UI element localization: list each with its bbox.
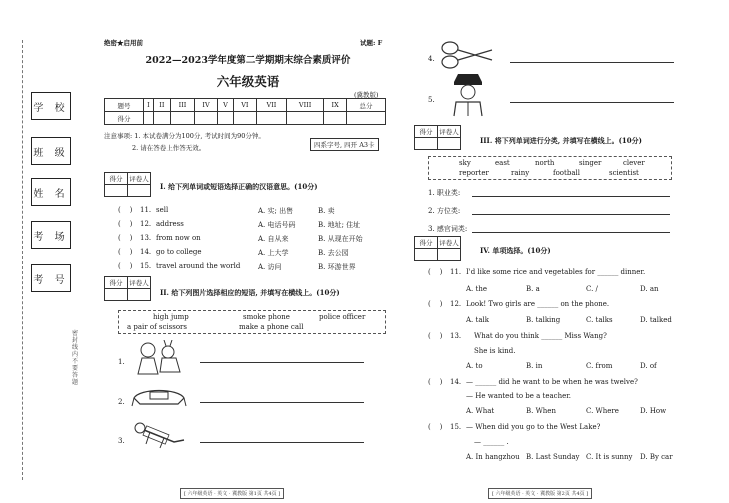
word-option: singer: [579, 159, 602, 167]
score-cell[interactable]: [218, 112, 234, 125]
option-d[interactable]: D. talked: [640, 316, 672, 324]
question-stem: — When did you go to the West Lake?: [466, 423, 601, 431]
exam-number-label: 考 号: [31, 264, 71, 292]
option-a[interactable]: A. What: [466, 407, 495, 415]
section2-score-box: 得分 评卷人: [104, 276, 151, 301]
option-d[interactable]: D. an: [640, 285, 659, 293]
q1-number: 1.: [118, 358, 125, 366]
option-d[interactable]: D. How: [640, 407, 667, 415]
word-option: east: [495, 159, 510, 167]
class-label: 班 级: [31, 137, 71, 165]
score-cell[interactable]: [256, 112, 286, 125]
word-option: a pair of scissors: [127, 323, 187, 331]
answer-line-3[interactable]: [200, 442, 364, 443]
option-c[interactable]: C. talks: [586, 316, 613, 324]
section4-score-box: 得分 评卷人: [414, 236, 461, 261]
notes-line-1: 注意事项: 1. 本试卷满分为100分, 考试时间为90分钟。: [104, 132, 265, 140]
name-label: 姓 名: [31, 178, 71, 206]
question-number: 12.: [450, 300, 462, 308]
category-profession-label: 1. 职业类:: [428, 189, 461, 197]
school-label: 学 校: [31, 92, 71, 120]
score-cell[interactable]: [286, 112, 323, 125]
high-jump-illustration: [130, 420, 188, 450]
option-c[interactable]: C. It is sunny: [586, 453, 633, 461]
answer-line-1[interactable]: [200, 362, 364, 363]
scissors-illustration: [440, 40, 494, 70]
binding-line: [22, 40, 23, 480]
answer-line-5[interactable]: [510, 102, 674, 103]
section3-title: III. 将下列单词进行分类, 并填写在横线上。(10分): [480, 136, 642, 145]
score-header-cell: IV: [195, 99, 218, 112]
answer-line-4[interactable]: [510, 62, 674, 63]
question-stem: Look! Two girls are ______ on the phone.: [466, 300, 610, 308]
page-footer-left: [ 六年级英语 · 英文 · 冀教版 第1页 共4页 ]: [180, 488, 284, 499]
word-option: make a phone call: [239, 323, 304, 331]
paper-type-label: 试题: F: [360, 39, 383, 47]
answer-bracket[interactable]: ( ): [428, 300, 443, 308]
question-number: 14.: [450, 378, 462, 386]
exam-title: 2022—2023学年度第二学期期末综合素质评价: [145, 55, 351, 66]
word-option: football: [553, 169, 580, 177]
question-number: 11.: [450, 268, 462, 276]
confidential-label: 绝密★启用前: [104, 39, 143, 47]
score-cell[interactable]: [324, 112, 347, 125]
category-direction-label: 2. 方位类:: [428, 207, 461, 215]
section3-word-box: [428, 156, 672, 180]
word-option: smoke phone: [243, 313, 290, 321]
section2-title: II. 给下列图片选择相应的短语, 并填写在横线上。(10分): [160, 288, 340, 297]
score-header-cell: I: [143, 99, 153, 112]
option-b[interactable]: B. a: [526, 285, 540, 293]
question-reply: — ______ .: [474, 438, 509, 446]
category-feeling-label: 3. 感官词类:: [428, 225, 468, 233]
option-a[interactable]: A. to: [466, 362, 483, 370]
question-reply: She is kind.: [474, 347, 516, 355]
answer-bracket[interactable]: ( ): [428, 268, 443, 276]
word-option: sky: [459, 159, 471, 167]
question-stem: What do you think ______ Miss Wang?: [474, 332, 607, 340]
stamp-box: 四系字号, 四开 A3卡: [310, 138, 379, 151]
option-d[interactable]: D. of: [640, 362, 657, 370]
police-officer-illustration: [448, 72, 488, 118]
score-cell[interactable]: [195, 112, 218, 125]
question-reply: — He wanted to be a teacher.: [466, 392, 572, 400]
score-header-cell: VII: [256, 99, 286, 112]
phone-illustration: [130, 384, 188, 410]
score-row-label: 得分: [105, 112, 144, 125]
section3-score-box: 得分 评卷人: [414, 125, 461, 150]
score-cell[interactable]: [233, 112, 256, 125]
option-b[interactable]: B. When: [526, 407, 556, 415]
option-c[interactable]: C. from: [586, 362, 613, 370]
question-number: 13.: [450, 332, 462, 340]
seal-line-note: 密封线内不要答题: [72, 330, 79, 386]
option-a[interactable]: A. talk: [466, 316, 489, 324]
option-b[interactable]: B. in: [526, 362, 543, 370]
score-cell[interactable]: [143, 112, 153, 125]
word-option: high jump: [153, 313, 189, 321]
answer-bracket[interactable]: ( ): [428, 332, 443, 340]
notes-line-2: 2. 请在答卷上作答无效。: [132, 144, 206, 152]
question-number: 15.: [450, 423, 462, 431]
word-option: rainy: [511, 169, 530, 177]
score-header-cell: V: [218, 99, 234, 112]
score-header-cell: III: [170, 99, 194, 112]
answer-bracket[interactable]: ( ): [428, 423, 443, 431]
score-table: [104, 98, 386, 125]
option-c[interactable]: C. Where: [586, 407, 619, 415]
q5-number: 5.: [428, 96, 435, 104]
question-stem: I'd like some rice and vegetables for ______ dinner.: [466, 268, 646, 276]
subject-title: 六年级英语: [216, 74, 280, 89]
score-header-cell: 题号: [105, 99, 144, 112]
answer-line-direction[interactable]: [472, 214, 670, 215]
q3-number: 3.: [118, 437, 125, 445]
option-a[interactable]: A. the: [466, 285, 487, 293]
word-option: north: [535, 159, 555, 167]
answer-line-profession[interactable]: [472, 196, 670, 197]
page-footer-right: [ 六年级英语 · 英文 · 冀教版 第2页 共4页 ]: [488, 488, 592, 499]
score-cell[interactable]: [153, 112, 170, 125]
section4-title: IV. 单项选择。(10分): [480, 246, 551, 255]
section1-score-box: 得分 评卷人: [104, 172, 151, 197]
q4-number: 4.: [428, 55, 435, 63]
option-b[interactable]: B. talking: [526, 316, 561, 324]
score-header-cell: VI: [233, 99, 256, 112]
word-option: police officer: [319, 313, 366, 321]
score-header-cell: VIII: [286, 99, 323, 112]
word-option: clever: [623, 159, 645, 167]
child-jumping-illustration: [132, 340, 188, 380]
score-cell[interactable]: [170, 112, 194, 125]
option-a[interactable]: A. In hangzhou: [466, 453, 520, 461]
option-b[interactable]: B. Last Sunday: [526, 453, 580, 461]
edition-label: (冀教版): [354, 91, 379, 99]
option-d[interactable]: D. By car: [640, 453, 673, 461]
answer-line-2[interactable]: [200, 402, 364, 403]
section2-word-box: [118, 310, 386, 334]
exam-room-label: 考 场: [31, 221, 71, 249]
answer-bracket[interactable]: ( ): [428, 378, 443, 386]
word-option: scientist: [609, 169, 639, 177]
score-header-cell: IX: [324, 99, 347, 112]
score-header-cell: 总分: [347, 99, 386, 112]
score-cell[interactable]: [347, 112, 386, 125]
answer-line-feeling[interactable]: [472, 232, 670, 233]
q2-number: 2.: [118, 398, 125, 406]
option-c[interactable]: C. /: [586, 285, 598, 293]
section1-title: I. 给下列单词或短语选择正确的汉语意思。(10分): [160, 182, 318, 191]
question-stem: — ______ did he want to be when he was twelve?: [466, 378, 638, 386]
word-option: reporter: [459, 169, 489, 177]
score-header-cell: II: [153, 99, 170, 112]
